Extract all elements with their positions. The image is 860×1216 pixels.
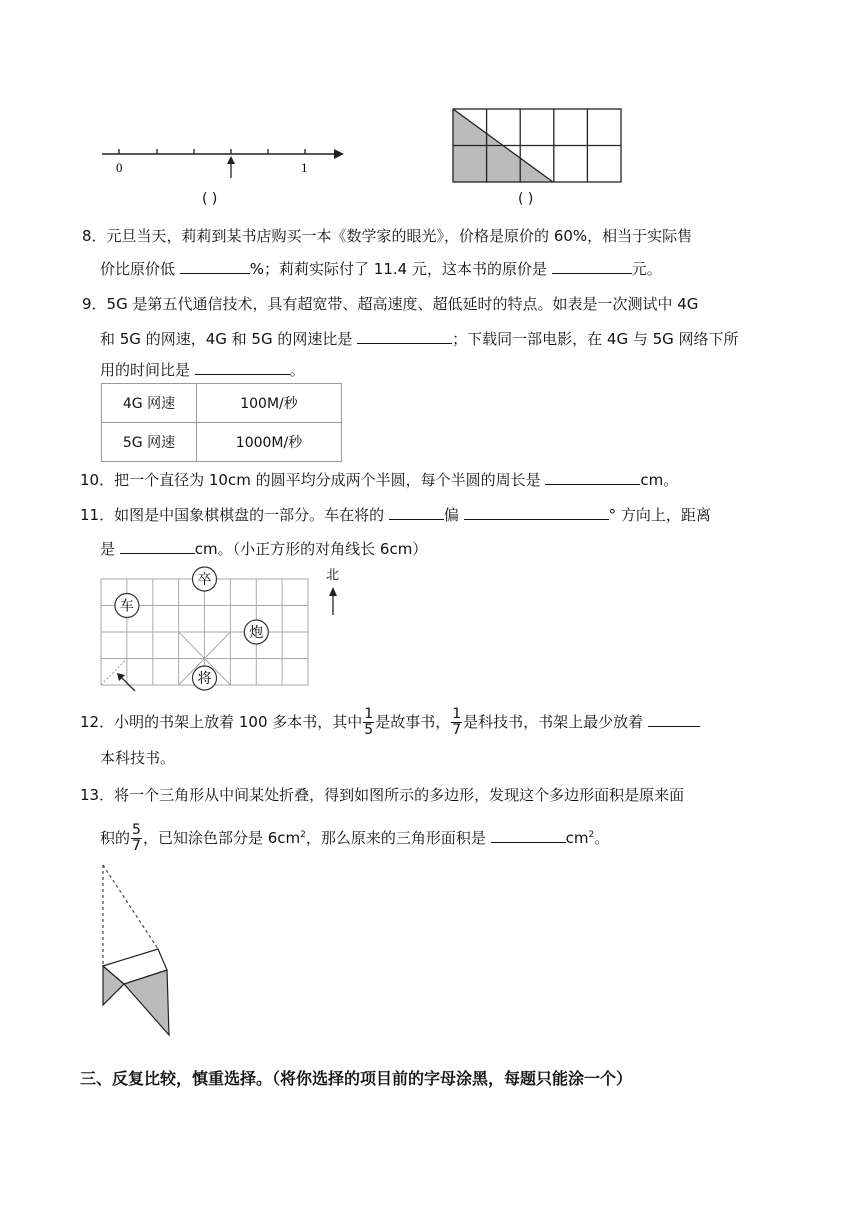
q12-line1 xyxy=(80,705,700,739)
fraction-numerator: 1 xyxy=(364,706,374,722)
q11-blank-distance[interactable] xyxy=(120,537,195,554)
q13-blank-area[interactable] xyxy=(491,826,566,843)
table-cell: 100M/秒 xyxy=(197,384,342,423)
q11-text-c: ° 方向上，距离 xyxy=(608,506,711,524)
q13-line2 xyxy=(100,815,609,855)
q13-line1: 13．将一个三角形从中间某处折叠，得到如图所示的多边形，发现这个多边形面积是原来面 xyxy=(80,786,685,804)
q9-text-c: 用的时间比是 xyxy=(100,361,195,379)
q12-text-c: 是科技书，书架上最少放着 xyxy=(463,713,648,731)
q13-text-c: ，那么原来的三角形面积是 xyxy=(305,829,491,847)
fraction-one-fifth xyxy=(363,707,374,738)
q9-text-a: 和 5G 的网速，4G 和 5G 的网速比是 xyxy=(100,330,358,348)
q11-text-d: 是 xyxy=(100,540,120,558)
grid-answer-paren: ( ) xyxy=(518,191,534,207)
q8-text-a: 价比原价低 xyxy=(100,260,180,278)
q11-blank-angle[interactable] xyxy=(464,503,609,520)
q10-blank-perimeter[interactable] xyxy=(545,468,640,485)
shaded-grid-figure xyxy=(450,106,626,186)
piece-che: 车 xyxy=(119,598,134,615)
fraction-denominator: 5 xyxy=(364,722,374,738)
piece-zu: 卒 xyxy=(197,572,212,588)
q11-line2 xyxy=(100,537,427,559)
q9-line1: 9．5G 是第五代通信技术，具有超宽带、超高速度、超低延时的特点。如表是一次测试中 4G xyxy=(82,295,699,313)
fraction-denominator: 7 xyxy=(452,722,462,738)
q10-text-b: cm。 xyxy=(640,471,679,489)
q13-text-a: 积的 xyxy=(100,829,131,847)
number-line-label-1: 1 xyxy=(301,160,308,175)
section-3-heading: 三、反复比较，慎重选择。（将你选择的项目前的字母涂黑，每题只能涂一个） xyxy=(80,1069,633,1088)
q8-line2 xyxy=(100,257,662,279)
folded-triangle-figure xyxy=(98,862,178,1052)
fraction-denominator: 7 xyxy=(132,838,141,854)
q9-text-b: ；下载同一部电影，在 4G 与 5G 网络下所 xyxy=(452,330,739,348)
q11-blank-direction[interactable] xyxy=(389,503,444,520)
q8-blank-percent[interactable] xyxy=(180,257,250,274)
q9-line3 xyxy=(100,358,305,380)
piece-pao: 炮 xyxy=(249,625,264,641)
q9-blank-time-ratio[interactable] xyxy=(195,358,290,375)
table-row xyxy=(102,423,342,462)
network-speed-table xyxy=(101,383,342,462)
q12-line2: 本科技书。 xyxy=(100,749,176,767)
q9-line2 xyxy=(100,327,739,349)
q8-text-b: %；莉莉实际付了 11.4 元，这本书的原价是 xyxy=(249,260,552,278)
q8-text-c: 元。 xyxy=(631,260,662,278)
q13-text-d: cm xyxy=(565,829,589,847)
q11-text-b: 偏 xyxy=(443,506,464,524)
superscript-2: 2 xyxy=(588,830,595,840)
north-label: 北 xyxy=(326,568,340,583)
table-cell: 4G 网速 xyxy=(102,384,197,423)
q13-text-b: ，已知涂色部分是 6cm xyxy=(142,829,301,847)
fraction-numerator: 1 xyxy=(452,706,462,722)
q11-text-e: cm。（小正方形的对角线长 6cm） xyxy=(194,540,428,558)
q9-blank-speed-ratio[interactable] xyxy=(357,327,452,344)
q8-blank-price[interactable] xyxy=(552,257,632,274)
q10-line xyxy=(80,468,678,490)
piece-jiang: 将 xyxy=(197,671,212,687)
table-cell: 5G 网速 xyxy=(102,423,197,462)
q10-text-a: 10．把一个直径为 10cm 的圆平均分成两个半圆，每个半圆的周长是 xyxy=(80,471,546,489)
q11-text-a: 11．如图是中国象棋棋盘的一部分。车在将的 xyxy=(80,506,389,524)
q13-text-e: 。 xyxy=(594,829,610,847)
fraction-numerator: 5 xyxy=(132,822,141,838)
number-line-answer-paren: ( ) xyxy=(202,191,218,207)
table-row xyxy=(102,384,342,423)
q8-line1: 8．元旦当天，莉莉到某书店购买一本《数学家的眼光》，价格是原价的 60%，相当于实际售 xyxy=(82,227,693,245)
q12-text-b: 是故事书， xyxy=(375,713,451,731)
superscript-2: 2 xyxy=(300,830,306,840)
table-cell: 1000M/秒 xyxy=(197,423,342,462)
q12-blank-count[interactable] xyxy=(648,710,700,727)
number-line-label-0: 0 xyxy=(116,160,123,175)
fraction-one-seventh xyxy=(451,707,462,738)
fraction-five-sevenths xyxy=(131,823,142,854)
q11-line1 xyxy=(80,503,711,525)
q9-text-d: 。 xyxy=(289,361,305,379)
q12-text-a: 12．小明的书架上放着 100 多本书，其中 xyxy=(80,713,363,731)
chess-board-figure xyxy=(98,565,348,695)
number-line-figure xyxy=(96,112,356,187)
